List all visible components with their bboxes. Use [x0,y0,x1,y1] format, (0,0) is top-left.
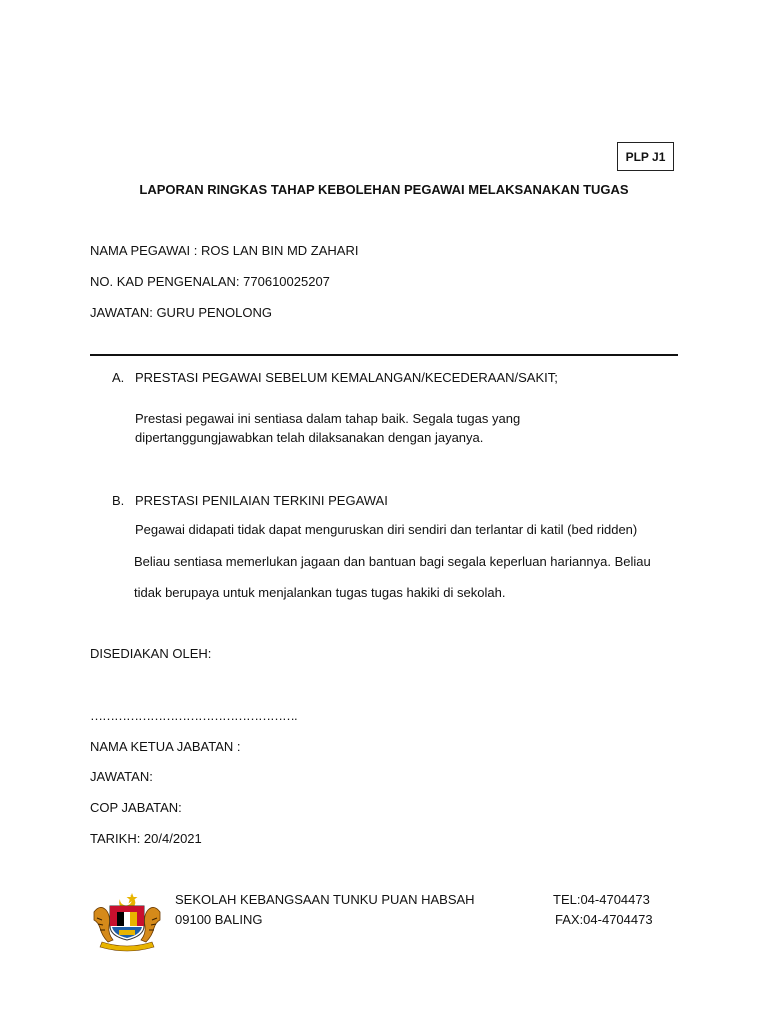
section-b-heading: PRESTASI PENILAIAN TERKINI PEGAWAI [135,493,388,508]
employee-ic-number: NO. KAD PENGENALAN: 770610025207 [90,274,330,289]
employee-name: NAMA PEGAWAI : ROS LAN BIN MD ZAHARI [90,243,359,258]
section-b-marker: B. [112,493,125,508]
date-label: TARIKH: 20/4/2021 [90,831,202,846]
signature-line: ……………………………………………. [90,708,297,723]
department-stamp-label: COP JABATAN: [90,800,182,815]
section-a-marker: A. [112,370,125,385]
head-position-label: JAWATAN: [90,769,153,784]
section-b-text-line-3: tidak berupaya untuk menjalankan tugas tugas hakiki di sekolah. [134,585,506,600]
section-a-heading: PRESTASI PEGAWAI SEBELUM KEMALANGAN/KECEDERAAN/SAKIT; [135,370,558,385]
school-name: SEKOLAH KEBANGSAAN TUNKU PUAN HABSAH [175,892,475,907]
section-a-text-line-2: dipertanggungjawabkan telah dilaksanakan dengan jayanya. [135,430,484,445]
form-code: PLP J1 [625,149,666,164]
malaysia-coat-of-arms-icon [90,890,164,952]
section-a-text-line-1: Prestasi pegawai ini sentiasa dalam tahap baik. Segala tugas yang [135,411,521,426]
prepared-by-label: DISEDIAKAN OLEH: [90,646,212,661]
section-divider [90,354,678,356]
head-name-label: NAMA KETUA JABATAN : [90,739,241,754]
employee-position: JAWATAN: GURU PENOLONG [90,305,273,320]
school-telephone: TEL:04-4704473 [553,892,650,907]
section-b-text-line-1: Pegawai didapati tidak dapat menguruskan diri sendiri dan terlantar di katil (bed ridden) [135,522,638,537]
school-address: 09100 BALING [175,912,263,927]
document-title: LAPORAN RINGKAS TAHAP KEBOLEHAN PEGAWAI MELAKSANAKAN TUGAS [139,182,629,197]
form-code-box [617,142,674,171]
section-b-text-line-2: Beliau sentiasa memerlukan jagaan dan bantuan bagi segala keperluan hariannya. Beliau [134,554,651,569]
school-fax: FAX:04-4704473 [555,912,653,927]
